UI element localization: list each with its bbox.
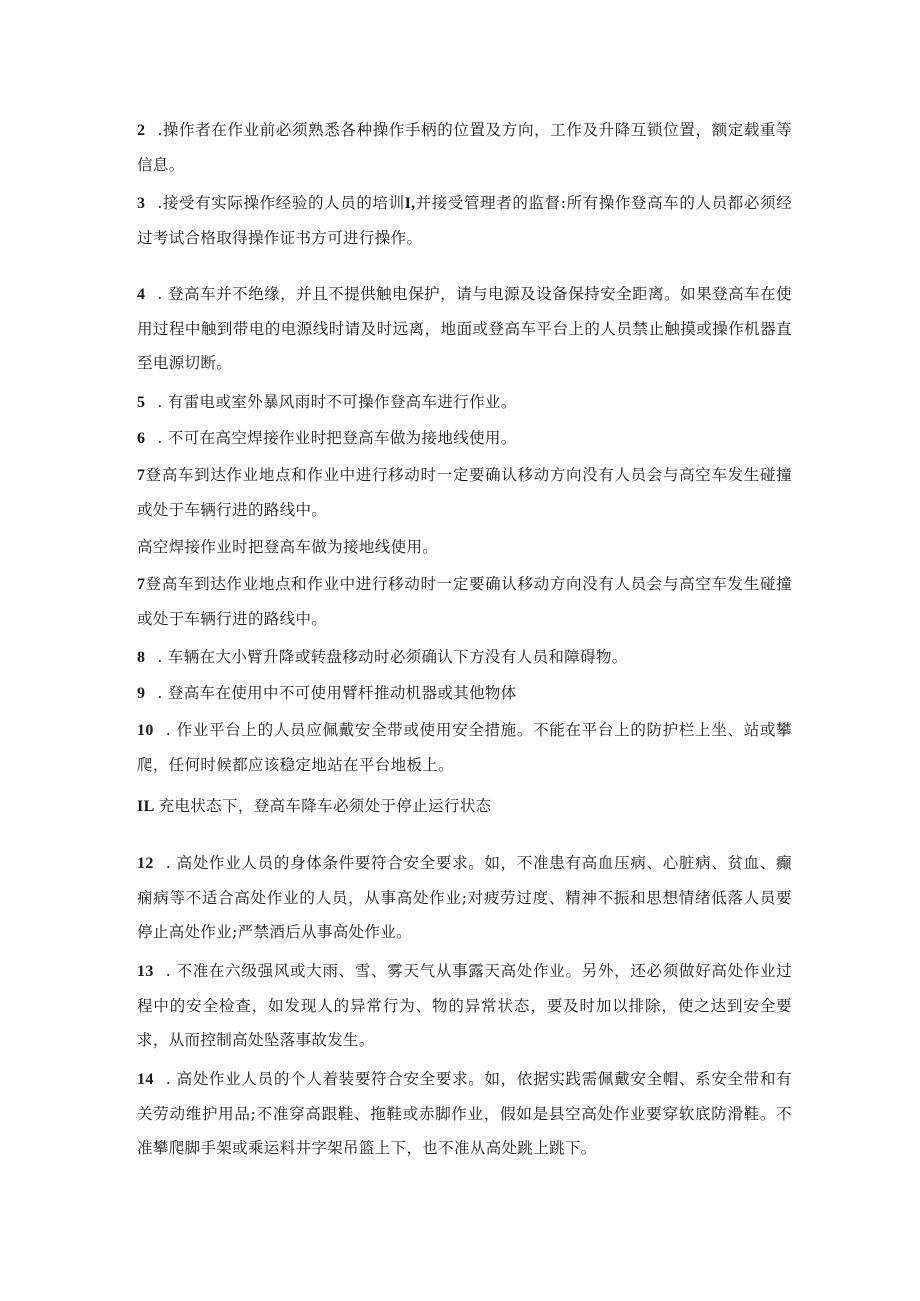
item-number: 9 [137,685,146,702]
item-text: . 作业平台上的人员应佩戴安全带或使用安全措施。不能在平台上的防护栏上坐、站或攀爬，任何时候都应该稳定地站在平台地板上。 [137,721,792,774]
item-text: 并接受管理者的监督:所有操作登高车的人员都必须经过考试合格取得操作证书方可进行操作。 [137,194,793,247]
item-number: 8 [137,649,146,666]
item-12 [137,846,792,949]
item-8 [137,640,792,675]
item-number: 7 [137,576,146,593]
item-11 [137,789,792,824]
item-number: 3 [137,195,146,212]
item-text: . 登高车并不绝缘，并且不提供触电保护，请与电源及设备保持安全距离。如果登高车在使用过程中触到带电的电源线时请及时远离，地面或登高车平台上的人员禁止触摸或操作机器直至电源切断。 [137,285,792,372]
item-9 [137,676,792,711]
item-text: . 高处作业人员的个人着装要符合安全要求。如，依据实践需佩戴安全帽、系安全带和有关劳动维护用品;不准穿高跟鞋、拖鞋或赤脚作业，假如是县空高处作业要穿软底防滑鞋。不准攀爬脚手架或乘运料井字架吊篮上下，也不准从高处跳上跳下。 [137,1070,792,1157]
item-text: 登高车到达作业地点和作业中进行移动时一定要确认移动方向没有人员会与高空车发生碰撞或处于车辆行进的路线中。 [137,466,792,519]
item-14 [137,1062,792,1165]
item-13 [137,954,792,1057]
item-text: . 不准在六级强风或大雨、雪、雾天气从事露天高处作业。另外，还必须做好高处作业过程中的安全检查，如发现人的异常行为、物的异常状态，要及时加以排除，使之达到安全要求，从而控制高处坠落事故发生。 [137,962,792,1049]
item-number: 10 [137,722,154,739]
item-7b [137,567,792,636]
item-number: IL [137,798,155,815]
item-7a [137,458,792,527]
item-text: . 不可在高空焊接作业时把登高车做为接地线使用。 [157,429,517,447]
item-text: .操作者在作业前必须熟悉各种操作手柄的位置及方向，工作及升降互锁位置，额定载重等信息。 [137,121,792,174]
item-text: 高空焊接作业时把登高车做为接地线使用。 [137,538,439,556]
item-fragment [137,530,792,564]
item-text-bold: I, [404,195,416,212]
item-number: 7 [137,467,146,484]
item-2 [137,113,792,182]
item-number: 12 [137,855,154,872]
item-text: . 有雷电或室外暴风雨时不可操作登高车进行作业。 [157,393,517,411]
item-number: 5 [137,394,146,411]
item-number: 2 [137,122,146,139]
item-4 [137,277,792,380]
item-number: 13 [137,963,154,980]
item-text: . 登高车在使用中不可使用臂杆推动机器或其他物体 [157,684,517,702]
item-text: . 高处作业人员的身体条件要符合安全要求。如，不准患有高血压病、心脏病、贫血、癫痫病等不适合高处作业的人员，从事高处作业;对疲劳过度、精神不振和思想情绪低落人员要停止高处作业;严禁酒后从事高处作业。 [137,854,792,941]
item-10 [137,713,792,782]
item-text: . 车辆在大小臂升降或转盘移动时必须确认下方没有人员和障碍物。 [157,648,628,666]
item-5 [137,385,792,420]
item-3 [137,186,792,255]
item-6 [137,421,792,456]
item-number: 6 [137,430,146,447]
item-text: 充电状态下，登高车降车必须处于停止运行状态 [158,797,492,815]
item-number: 14 [137,1071,154,1088]
item-text: 登高车到达作业地点和作业中进行移动时一定要确认移动方向没有人员会与高空车发生碰撞或处于车辆行进的路线中。 [137,575,792,628]
item-number: 4 [137,286,146,303]
item-text: .接受有实际操作经验的人员的培训 [157,194,405,212]
